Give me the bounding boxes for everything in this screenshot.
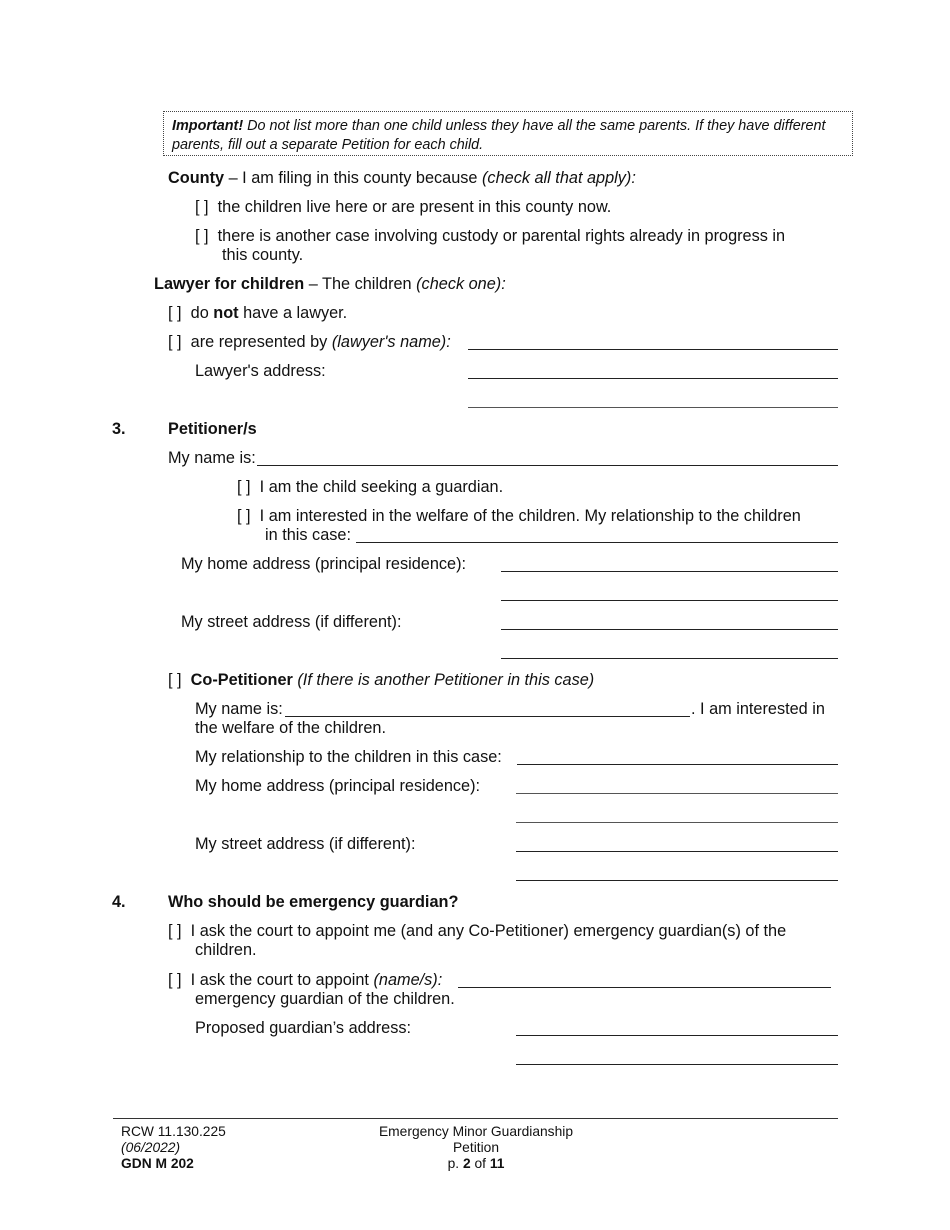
footer-title: Emergency Minor Guardianship: [378, 1124, 573, 1139]
co-petitioner-relationship-field[interactable]: [517, 764, 838, 765]
county-heading-line: [168, 169, 636, 188]
footer-divider: [113, 1118, 838, 1119]
petitioner-option-1[interactable]: [237, 478, 503, 497]
co-petitioner-street-address-field-1[interactable]: [516, 851, 838, 852]
petitioner-street-address-field-2[interactable]: [501, 658, 838, 659]
petitioner-street-address-label: My street address (if different):: [181, 613, 402, 631]
lawyer-option-1[interactable]: [168, 304, 347, 323]
lawyer-option-2-text: are represented by: [190, 333, 332, 351]
petitioner-name-label: My name is:: [168, 449, 256, 467]
co-petitioner-instruction: (If there is another Petitioner in this case): [292, 671, 595, 689]
guardian-option-2-label: I ask the court to appoint: [190, 971, 374, 989]
county-text: – I am filing in this county because: [224, 169, 483, 187]
checkbox[interactable]: [ ]: [168, 922, 182, 940]
lawyer-option-1-text-end: have a lawyer.: [238, 304, 348, 322]
section-3-number: 3.: [112, 420, 126, 438]
county-option-2-label-cont: this county.: [222, 246, 304, 264]
county-option-2-label: there is another case involving custody or parental rights already in progress in: [217, 227, 786, 245]
checkbox[interactable]: [ ]: [237, 478, 251, 496]
checkbox[interactable]: [ ]: [168, 333, 182, 351]
co-petitioner-title: Co-Petitioner: [190, 671, 293, 689]
petitioner-street-address-field-1[interactable]: [501, 629, 838, 630]
county-option-1-label: the children live here or are present in this county now.: [217, 198, 612, 216]
lawyer-instruction: (check one):: [416, 275, 506, 293]
lawyer-heading: Lawyer for children: [154, 275, 305, 293]
lawyer-option-1-text: do: [190, 304, 214, 322]
page-total: 11: [489, 1156, 505, 1171]
section-4-title: Who should be emergency guardian?: [168, 893, 459, 911]
checkbox[interactable]: [ ]: [168, 304, 182, 322]
petitioner-option-1-label: I am the child seeking a guardian.: [259, 478, 504, 496]
petitioner-relationship-field[interactable]: [356, 542, 838, 543]
co-petitioner-home-address-field-1[interactable]: [516, 793, 838, 794]
section-3-title: Petitioner/s: [168, 420, 257, 438]
petitioner-option-2[interactable]: [237, 507, 801, 526]
important-text: Do not list more than one child unless they have all the same parents. If they have different parents, fill out a separate Petition for each child.: [172, 118, 826, 153]
lawyer-option-1-emphasis: not: [213, 304, 239, 322]
guardian-option-1-label: I ask the court to appoint me (and any Co-Petitioner) emergency guardian(s) of the: [190, 922, 787, 940]
proposed-guardian-address-field-1[interactable]: [516, 1035, 838, 1036]
county-instruction: (check all that apply):: [482, 169, 636, 187]
guardian-option-1[interactable]: [168, 922, 786, 941]
page-current: 2: [462, 1156, 471, 1171]
checkbox[interactable]: [ ]: [168, 671, 182, 689]
checkbox[interactable]: [ ]: [195, 227, 209, 245]
section-4-number: 4.: [112, 893, 126, 911]
co-petitioner-name-after: . I am interested in: [691, 700, 825, 718]
county-option-1[interactable]: [195, 198, 611, 217]
lawyer-option-2-instruction: (lawyer's name):: [331, 333, 451, 351]
county-option-2[interactable]: [195, 227, 785, 246]
lawyer-address-field-1[interactable]: [468, 378, 838, 379]
co-petitioner-relationship-label: My relationship to the children in this case:: [195, 748, 502, 766]
lawyer-option-2[interactable]: [168, 333, 451, 352]
page-of: of: [470, 1156, 490, 1171]
guardian-option-2[interactable]: [168, 971, 442, 990]
county-heading: County: [168, 169, 225, 187]
lawyer-name-field[interactable]: [468, 349, 838, 350]
proposed-guardian-address-label: Proposed guardian’s address:: [195, 1019, 412, 1037]
footer-form-number: GDN M 202: [121, 1156, 194, 1171]
co-petitioner-option[interactable]: [168, 671, 594, 690]
important-label: Important!: [172, 118, 244, 134]
proposed-guardian-address-field-2[interactable]: [516, 1064, 838, 1065]
co-petitioner-name-field[interactable]: [285, 716, 690, 717]
important-notice: [163, 111, 853, 156]
co-petitioner-street-address-field-2[interactable]: [516, 880, 838, 881]
footer-center: [346, 1124, 606, 1172]
petitioner-home-address-field-2[interactable]: [501, 600, 838, 601]
petitioner-name-field[interactable]: [257, 465, 838, 466]
co-petitioner-name-cont: the welfare of the children.: [195, 719, 386, 737]
petitioner-option-2-label-cont: in this case:: [265, 526, 351, 544]
guardian-option-1-label-cont: children.: [195, 941, 257, 959]
petitioner-home-address-label: My home address (principal residence):: [181, 555, 467, 573]
footer-rcw: RCW 11.130.225: [121, 1124, 226, 1139]
co-petitioner-home-address-field-2[interactable]: [516, 822, 838, 823]
co-petitioner-street-address-label: My street address (if different):: [195, 835, 416, 853]
footer-date: (06/2022): [121, 1140, 181, 1155]
lawyer-text: – The children: [304, 275, 417, 293]
petitioner-home-address-field-1[interactable]: [501, 571, 838, 572]
page-prefix: p.: [447, 1156, 463, 1171]
guardian-option-2-instruction: (name/s):: [373, 971, 443, 989]
lawyer-address-field-2[interactable]: [468, 407, 838, 408]
petitioner-option-2-label: I am interested in the welfare of the children. My relationship to the children: [259, 507, 801, 525]
lawyer-address-label: Lawyer's address:: [195, 362, 326, 380]
lawyer-heading-line: [154, 275, 506, 294]
checkbox[interactable]: [ ]: [168, 971, 182, 989]
guardian-name-field[interactable]: [458, 987, 831, 988]
co-petitioner-home-address-label: My home address (principal residence):: [195, 777, 481, 795]
checkbox[interactable]: [ ]: [195, 198, 209, 216]
footer-title-cont: Petition: [452, 1140, 500, 1155]
guardian-option-2-label-cont: emergency guardian of the children.: [195, 990, 455, 1008]
co-petitioner-name-label: My name is:: [195, 700, 283, 718]
footer-left: [121, 1124, 226, 1172]
checkbox[interactable]: [ ]: [237, 507, 251, 525]
footer-page-number: [346, 1156, 606, 1172]
